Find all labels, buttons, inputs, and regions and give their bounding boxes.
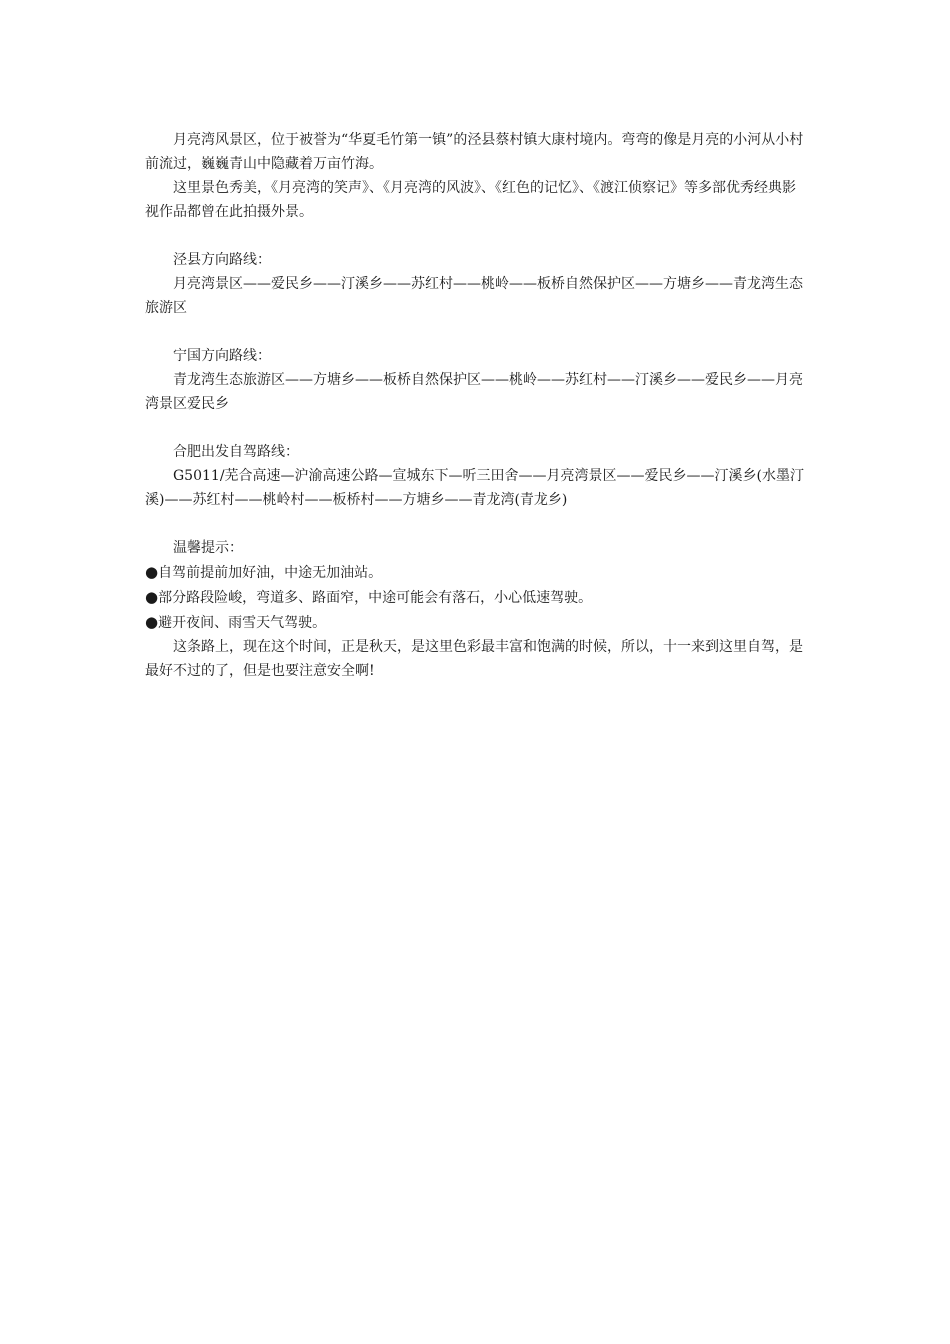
tip-item-text: 自驾前提前加好油，中途无加油站。: [158, 565, 383, 581]
ningguo-route-heading: 宁国方向路线：: [173, 348, 271, 364]
tip-item-text: 部分路段险峻，弯道多、路面窄，中途可能会有落石，小心低速驾驶。: [158, 590, 593, 606]
spacer: [145, 224, 805, 248]
spacer: [145, 416, 805, 440]
tips-heading: 温馨提示：: [173, 540, 243, 556]
hefei-route-text: G5011/芜合高速—沪渝高速公路—宣城东下—听三田舍——月亮湾景区——爱民乡——汀溪乡(水墨汀溪)——苏红村——桃岭村——板桥村——方塘乡——青龙湾(青龙乡): [145, 468, 804, 508]
bullet-icon: ●: [145, 563, 159, 581]
document-body: [145, 128, 805, 683]
tip-item: [145, 610, 805, 635]
bullet-icon: ●: [145, 613, 159, 631]
tip-item: [145, 585, 805, 610]
hefei-route-heading: 合肥出发自驾路线：: [173, 444, 299, 460]
closing-paragraph: 这条路上，现在这个时间，正是秋天，是这里色彩最丰富和饱满的时候，所以，十一来到这里自驾，是最好不过的了，但是也要注意安全啊!: [145, 639, 803, 679]
intro-paragraph-1: 月亮湾风景区，位于被誉为“华夏毛竹第一镇”的泾县蔡村镇大康村境内。弯弯的像是月亮的小河从小村前流过，巍巍青山中隐藏着万亩竹海。: [145, 132, 804, 172]
ningguo-route-text: 青龙湾生态旅游区——方塘乡——板桥自然保护区——桃岭——苏红村——汀溪乡——爱民乡——月亮湾景区爱民乡: [145, 372, 803, 412]
spacer: [145, 320, 805, 344]
tip-item-text: 避开夜间、雨雪天气驾驶。: [158, 615, 327, 631]
spacer: [145, 512, 805, 536]
bullet-icon: ●: [145, 588, 159, 606]
tip-item: [145, 560, 805, 585]
intro-paragraph-2: 这里景色秀美，《月亮湾的笑声》、《月亮湾的风波》、《红色的记忆》、《渡江侦察记》等多部优秀经典影视作品都曾在此拍摄外景。: [145, 180, 796, 220]
jingxian-route-heading: 泾县方向路线：: [173, 252, 271, 268]
jingxian-route-text: 月亮湾景区——爱民乡——汀溪乡——苏红村——桃岭——板桥自然保护区——方塘乡——青龙湾生态旅游区: [145, 276, 803, 316]
